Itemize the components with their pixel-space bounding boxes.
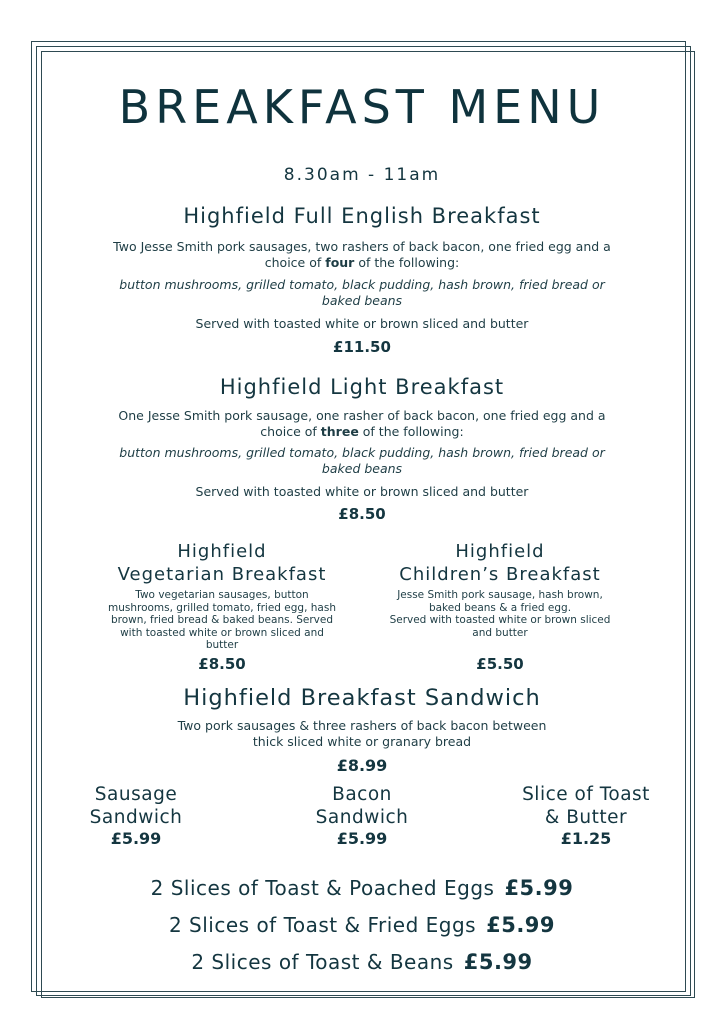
extra-item-name: Sausage [94,784,178,805]
vegetarian-desc-line: Two vegetarian sausages, button [135,589,309,601]
toast-line-name: 2 Slices of Toast & Beans [191,950,454,974]
toast-line [0,950,724,974]
desc-text: of the following: [358,255,460,270]
vegetarian-desc-line: brown, fried bread & baked beans. Served [110,614,334,626]
vegetarian-section [82,540,362,652]
full-english-desc-line-2 [0,255,724,271]
desc-text: of the following: [362,424,464,439]
toast-line-name: 2 Slices of Toast & Poached Eggs [150,876,495,900]
sandwich-desc-line-2: thick sliced white or granary bread [252,734,472,749]
extra-item [66,783,206,848]
full-english-options-line-2: baked beans [321,293,403,308]
full-english-desc-line-1: Two Jesse Smith pork sausages, two rashers of back bacon, one fried egg and a [113,239,611,254]
light-desc-line-1: One Jesse Smith pork sausage, one rasher of back bacon, one fried egg and a [118,408,606,423]
full-english-price: £11.50 [333,338,391,356]
light-options-line-2: baked beans [321,461,403,476]
vegetarian-desc-line: butter [205,639,239,651]
toast-line-price: £5.99 [504,876,574,900]
toast-line-price: £5.99 [486,913,556,937]
extra-item-price: £1.25 [560,829,612,848]
children-title-line-1: Highfield [455,541,545,562]
sandwich-desc-line-1: Two pork sausages & three rashers of back bacon between [177,718,547,733]
light-served: Served with toasted white or brown sliced and butter [195,484,529,499]
extra-item-price: £5.99 [336,829,388,848]
desc-text: choice of [260,424,317,439]
extra-item-price: £5.99 [110,829,162,848]
vegetarian-price: £8.50 [198,655,246,673]
extra-item [292,783,432,848]
extra-item-name: Slice of Toast [522,784,650,805]
vegetarian-desc-line: with toasted white or brown sliced and [120,626,324,639]
full-english-options-line-1: button mushrooms, grilled tomato, black pudding, hash brown, fried bread or [119,277,605,292]
toast-line [0,876,724,900]
vegetarian-desc-line: mushrooms, grilled tomato, fried egg, hash [107,601,336,614]
light-desc-line-2 [0,424,724,440]
serving-hours: 8.30am - 11am [283,165,441,185]
light-breakfast-title: Highfield Light Breakfast [219,375,505,399]
full-english-served: Served with toasted white or brown sliced and butter [195,316,529,331]
vegetarian-title-line-2: Vegetarian Breakfast [117,564,327,585]
toast-line [0,913,724,937]
toast-line-price: £5.99 [463,950,533,974]
extra-item-name: Bacon [332,784,392,805]
full-english-title: Highfield Full English Breakfast [183,204,541,228]
light-price: £8.50 [338,505,386,523]
extra-item-name: Sandwich [89,807,183,828]
choice-count: three [320,424,359,439]
sandwich-title: Highfield Breakfast Sandwich [183,685,541,711]
toast-line-name: 2 Slices of Toast & Fried Eggs [168,913,477,937]
children-title-line-2: Children’s Breakfast [399,564,601,585]
vegetarian-title-line-1: Highfield [177,541,267,562]
choice-count: four [325,255,355,270]
children-desc-line: baked beans & a fried egg. [428,601,572,614]
desc-text: choice of [264,255,322,270]
inner-border [41,51,695,998]
extra-item-name: & Butter [544,807,628,828]
extra-item [503,783,669,848]
extra-item-name: Sandwich [315,807,409,828]
menu-title: BREAKFAST MENU [118,80,606,134]
sandwich-price: £8.99 [336,756,388,775]
children-section [370,540,630,639]
children-desc-line: Served with toasted white or brown sliced [389,614,611,626]
children-price: £5.50 [476,655,524,673]
children-desc-line: Jesse Smith pork sausage, hash brown, [397,589,603,601]
light-options-line-1: button mushrooms, grilled tomato, black pudding, hash brown, fried bread or [119,445,605,460]
children-desc-line: and butter [472,626,528,639]
